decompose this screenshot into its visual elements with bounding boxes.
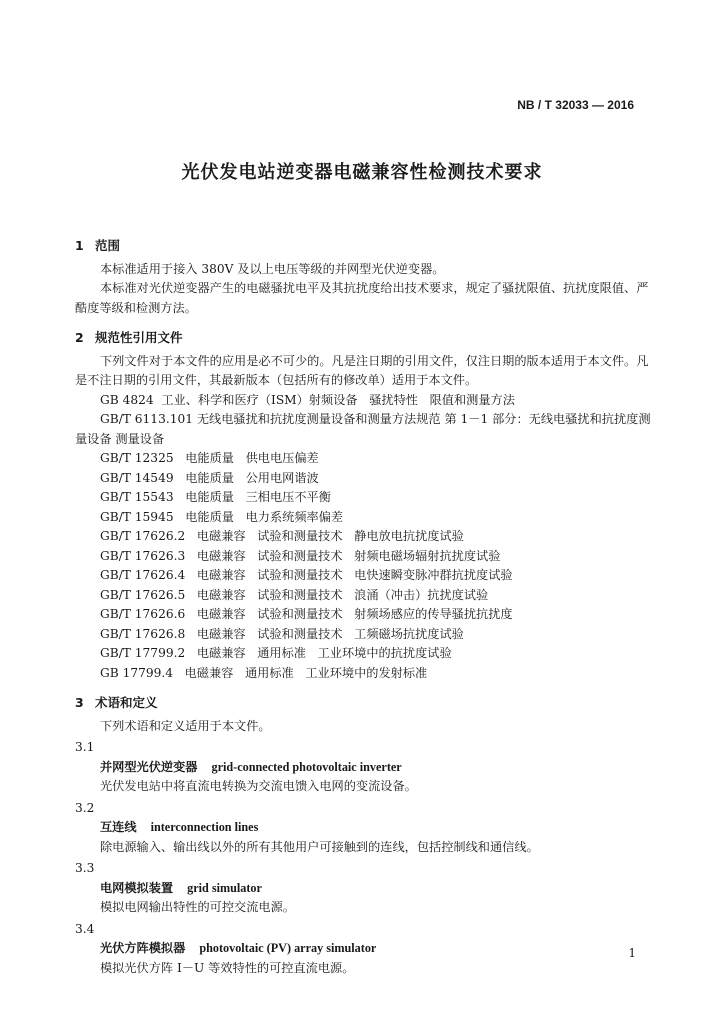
page-number: 1 bbox=[628, 946, 636, 960]
term-zh: 互连线 bbox=[100, 820, 137, 834]
document-title: 光伏发电站逆变器电磁兼容性检测技术要求 bbox=[181, 162, 543, 183]
term-en: grid-connected photovoltaic inverter bbox=[211, 759, 402, 774]
term-en: grid simulator bbox=[187, 880, 262, 895]
section-title: 术语和定义 bbox=[95, 695, 158, 710]
reference-item: GB/T 12325 电能质量 供电电压偏差 bbox=[100, 451, 319, 465]
standard-number: NB / T 32033 — 2016 bbox=[517, 98, 634, 112]
term-definition: 光伏发电站中将直流电转换为交流电馈入电网的变流设备。 bbox=[100, 779, 417, 793]
term-heading bbox=[75, 939, 660, 959]
section-number: 1 bbox=[75, 238, 84, 253]
section-title: 范围 bbox=[95, 238, 121, 253]
term-zh: 并网型光伏逆变器 bbox=[100, 759, 198, 774]
reference-item: GB 17799.4 电磁兼容 通用标准 工业环境中的发射标准 bbox=[100, 665, 428, 680]
term-number: 3.3 bbox=[75, 861, 95, 875]
term-heading bbox=[75, 818, 660, 838]
section-1-heading bbox=[75, 236, 660, 256]
term-definition: 模拟光伏方阵 I－U 等效特性的可控直流电源。 bbox=[100, 960, 355, 975]
term-en: photovoltaic (PV) array simulator bbox=[199, 941, 377, 955]
term-number: 3.1 bbox=[75, 740, 95, 754]
term-zh: 光伏方阵模拟器 bbox=[100, 941, 186, 955]
reference-item: GB/T 17799.2 电磁兼容 通用标准 工业环境中的抗扰度试验 bbox=[100, 646, 452, 660]
term-heading bbox=[75, 879, 660, 899]
section-2-heading bbox=[75, 328, 660, 348]
reference-item: GB/T 17626.4 电磁兼容 试验和测量技术 电快速瞬变脉冲群抗扰度试验 bbox=[100, 568, 513, 582]
reference-item: GB/T 14549 电能质量 公用电网谐波 bbox=[100, 470, 319, 485]
reference-item: GB/T 17626.5 电磁兼容 试验和测量技术 浪涌（冲击）抗扰度试验 bbox=[100, 587, 489, 602]
term-number: 3.4 bbox=[75, 921, 95, 936]
reference-item: GB 4824 工业、科学和医疗（ISM）射频设备 骚扰特性 限值和测量方法 bbox=[100, 392, 515, 407]
document-body bbox=[75, 226, 660, 978]
section-number: 3 bbox=[75, 695, 84, 710]
reference-item: GB/T 17626.6 电磁兼容 试验和测量技术 射频场感应的传导骚扰抗扰度 bbox=[100, 607, 513, 621]
term-heading bbox=[75, 758, 660, 778]
reference-item: GB/T 6113.101 无线电骚扰和抗扰度测量设备和测量方法规范 第 1－1 部分：无线电骚扰和抗扰度测量设备 测量设备 bbox=[75, 412, 651, 446]
term-en: interconnection lines bbox=[150, 820, 259, 834]
term-zh: 电网模拟装置 bbox=[100, 880, 174, 895]
term-definition: 模拟电网输出特性的可控交流电源。 bbox=[100, 900, 295, 914]
reference-item: GB/T 15945 电能质量 电力系统频率偏差 bbox=[100, 509, 344, 524]
reference-item: GB/T 15543 电能质量 三相电压不平衡 bbox=[100, 490, 331, 504]
term-definition: 除电源输入、输出线以外的所有其他用户可接触到的连线，包括控制线和通信线。 bbox=[100, 839, 539, 854]
reference-item: GB/T 17626.3 电磁兼容 试验和测量技术 射频电磁场辐射抗扰度试验 bbox=[100, 548, 501, 563]
paragraph: 本标准适用于接入 380V 及以上电压等级的并网型光伏逆变器。 bbox=[100, 261, 445, 276]
section-number: 2 bbox=[75, 330, 84, 345]
reference-item: GB/T 17626.2 电磁兼容 试验和测量技术 静电放电抗扰度试验 bbox=[100, 529, 464, 543]
term-number: 3.2 bbox=[75, 800, 95, 815]
paragraph: 下列文件对于本文件的应用是必不可少的。凡是注日期的引用文件，仅注日期的版本适用于本文件。凡是不注日期的引用文件，其最新版本（包括所有的修改单）适用于本文件。 bbox=[75, 353, 649, 387]
section-3-heading bbox=[75, 693, 660, 713]
paragraph: 下列术语和定义适用于本文件。 bbox=[100, 718, 271, 733]
reference-item: GB/T 17626.8 电磁兼容 试验和测量技术 工频磁场抗扰度试验 bbox=[100, 626, 464, 641]
section-title: 规范性引用文件 bbox=[95, 330, 183, 345]
paragraph: 本标准对光伏逆变器产生的电磁骚扰电平及其抗扰度给出技术要求，规定了骚扰限值、抗扰度限值、严酷度等级和检测方法。 bbox=[75, 281, 649, 315]
